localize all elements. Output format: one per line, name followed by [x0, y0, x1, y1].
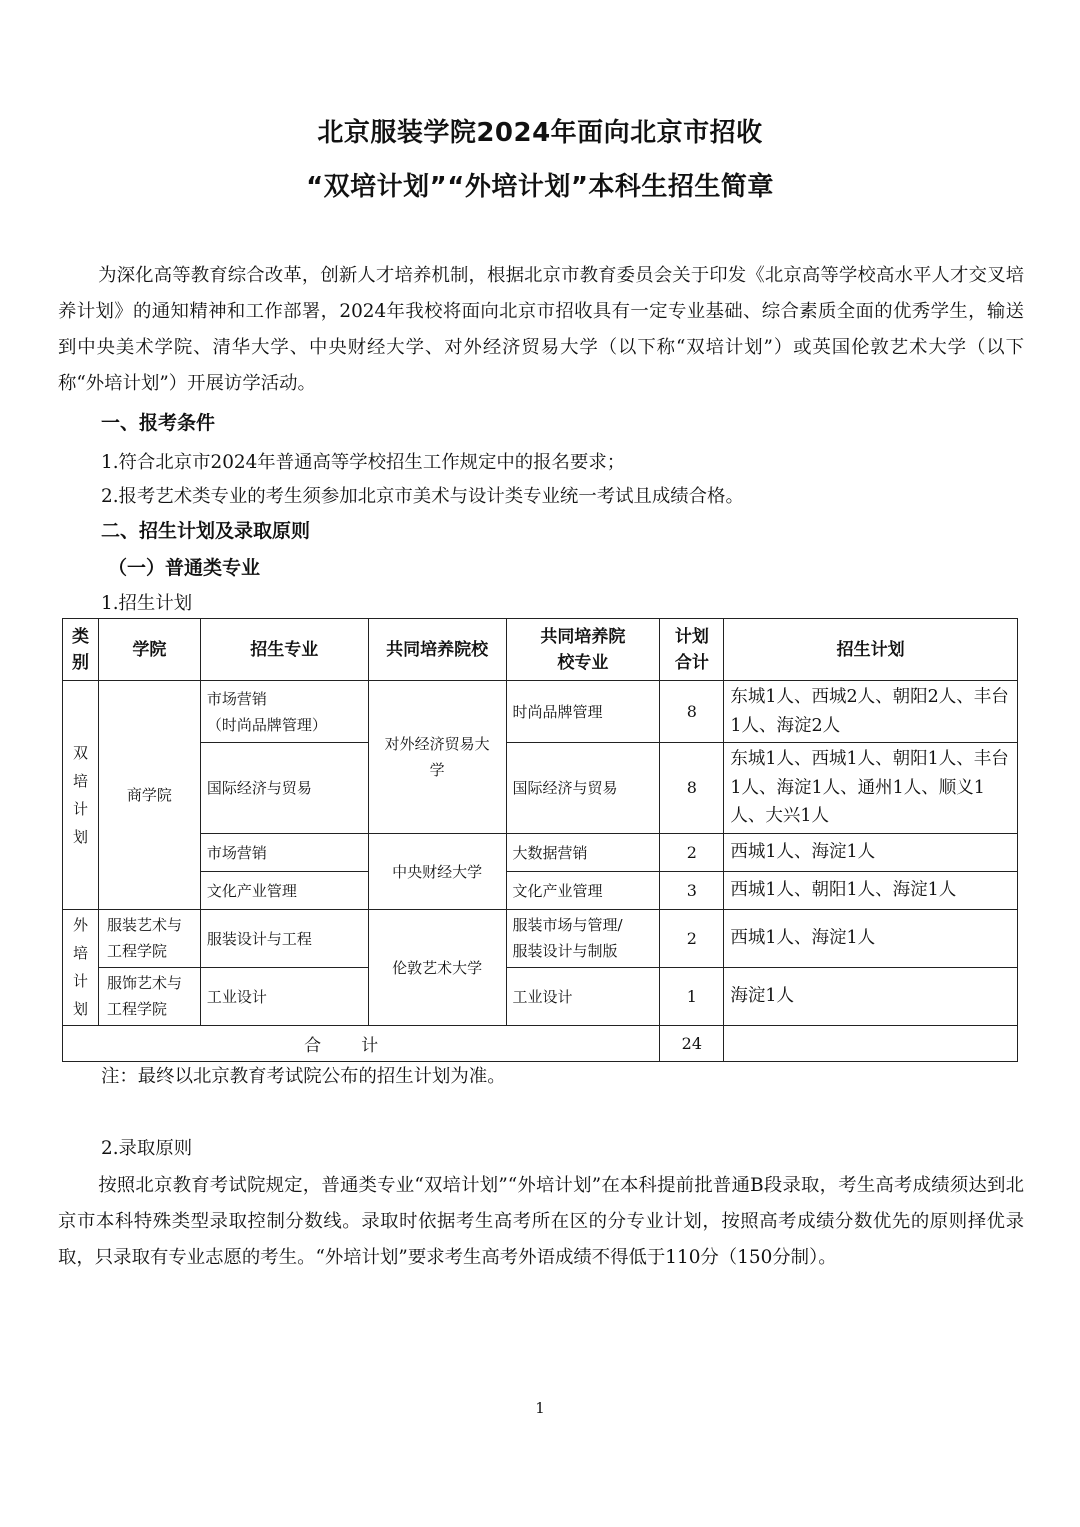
- partner-cufe: 中央财经大学: [368, 833, 506, 909]
- total-cell: 1: [660, 967, 724, 1025]
- section-2-subheading: （一）普通类专业: [108, 557, 261, 579]
- major-cell: 市场营销: [200, 833, 368, 871]
- major-cell: 服装设计与工程: [200, 909, 368, 967]
- admission-text: 按照北京教育考试院规定，普通类专业“双培计划”“外培计划”在本科提前批普通B段录取，考生高考成绩须达到北京市本科特殊类型录取控制分数线。录取时依据考生高考所在区的分专业计划，按照高考成绩分数优先的原则择优录取，只录取有专业志愿的考生。“外培计划”要求考生高考外语成绩不得低于110分（150分制）。: [58, 1175, 1024, 1268]
- college-fashion-art: 服装艺术与工程学院: [98, 909, 200, 967]
- partner-london: 伦敦艺术大学: [368, 909, 506, 1025]
- major-cell: 国际经济与贸易: [200, 743, 368, 834]
- sum-total: 24: [660, 1025, 724, 1061]
- section-1-heading: 一、报考条件: [101, 412, 216, 434]
- plan-cell: 海淀1人: [724, 967, 1018, 1025]
- enrollment-plan-table: [62, 618, 1018, 1062]
- total-cell: 3: [660, 871, 724, 909]
- partner-major-cell: 文化产业管理: [506, 871, 660, 909]
- table-row: [63, 967, 1018, 1025]
- condition-item-2: 2.报考艺术类专业的考生须参加北京市美术与设计类专业统一考试且成绩合格。: [101, 486, 744, 507]
- partner-major-cell: 大数据营销: [506, 833, 660, 871]
- plan-label: 1.招生计划: [101, 593, 193, 614]
- college-accessory-art: 服饰艺术与工程学院: [98, 967, 200, 1025]
- header-college: 学院: [98, 619, 200, 681]
- header-total: 计划合计: [660, 619, 724, 681]
- partner-major-cell: 服装市场与管理/ 服装设计与制版: [506, 909, 660, 967]
- header-plan: 招生计划: [724, 619, 1018, 681]
- plan-note: 注：最终以北京教育考试院公布的招生计划为准。: [101, 1066, 506, 1087]
- intro-text: 为深化高等教育综合改革，创新人才培养机制，根据北京市教育委员会关于印发《北京高等学校高水平人才交叉培养计划》的通知精神和工作部署，2024年我校将面向北京市招收具有一定专业基础、综合素质全面的优秀学生，输送到中央美术学院、清华大学、中央财经大学、对外经济贸易大学（以下称“双培计划”）或英国伦敦艺术大学（以下称“外培计划”）开展访学活动。: [58, 265, 1024, 394]
- partner-major-cell: 时尚品牌管理: [506, 681, 660, 743]
- partner-major-cell: 工业设计: [506, 967, 660, 1025]
- total-cell: 8: [660, 743, 724, 834]
- group-waipei: 外培计划: [63, 909, 99, 1025]
- admission-label: 2.录取原则: [101, 1138, 193, 1159]
- plan-cell: 西城1人、朝阳1人、海淀1人: [724, 871, 1018, 909]
- section-2-heading: 二、招生计划及录取原则: [101, 520, 311, 542]
- total-cell: 2: [660, 909, 724, 967]
- partner-uibe: 对外经济贸易大学: [368, 681, 506, 834]
- table-row: [63, 681, 1018, 743]
- sum-label: 合计: [63, 1025, 660, 1061]
- header-major: 招生专业: [200, 619, 368, 681]
- major-cell: 文化产业管理: [200, 871, 368, 909]
- table-total-row: [63, 1025, 1018, 1061]
- sum-plan-empty: [724, 1025, 1018, 1061]
- plan-cell: 西城1人、海淀1人: [724, 909, 1018, 967]
- table-header-row: [63, 619, 1018, 681]
- plan-cell: 东城1人、西城2人、朝阳2人、丰台1人、海淀2人: [724, 681, 1018, 743]
- table-row: [63, 833, 1018, 871]
- header-category: 类别: [63, 619, 99, 681]
- document-title-line-2: “双培计划”“外培计划”本科生招生简章: [306, 172, 774, 202]
- major-cell: 市场营销 （时尚品牌管理）: [200, 681, 368, 743]
- college-business: 商学院: [98, 681, 200, 910]
- table-row: [63, 871, 1018, 909]
- total-cell: 2: [660, 833, 724, 871]
- major-cell: 工业设计: [200, 967, 368, 1025]
- intro-paragraph: [58, 258, 1024, 402]
- header-partner-major: 共同培养院校专业: [506, 619, 660, 681]
- page-number: 1: [535, 1399, 545, 1417]
- total-cell: 8: [660, 681, 724, 743]
- table-row: [63, 743, 1018, 834]
- partner-major-cell: 国际经济与贸易: [506, 743, 660, 834]
- plan-cell: 东城1人、西城1人、朝阳1人、丰台1人、海淀1人、通州1人、顺义1人、大兴1人: [724, 743, 1018, 834]
- plan-cell: 西城1人、海淀1人: [724, 833, 1018, 871]
- group-shuangpei: 双培计划: [63, 681, 99, 910]
- table-row: [63, 909, 1018, 967]
- document-title-line-1: 北京服装学院2024年面向北京市招收: [317, 118, 763, 148]
- header-partner-school: 共同培养院校: [368, 619, 506, 681]
- condition-item-1: 1.符合北京市2024年普通高等学校招生工作规定中的报名要求；: [101, 452, 626, 473]
- admission-paragraph: [58, 1168, 1024, 1276]
